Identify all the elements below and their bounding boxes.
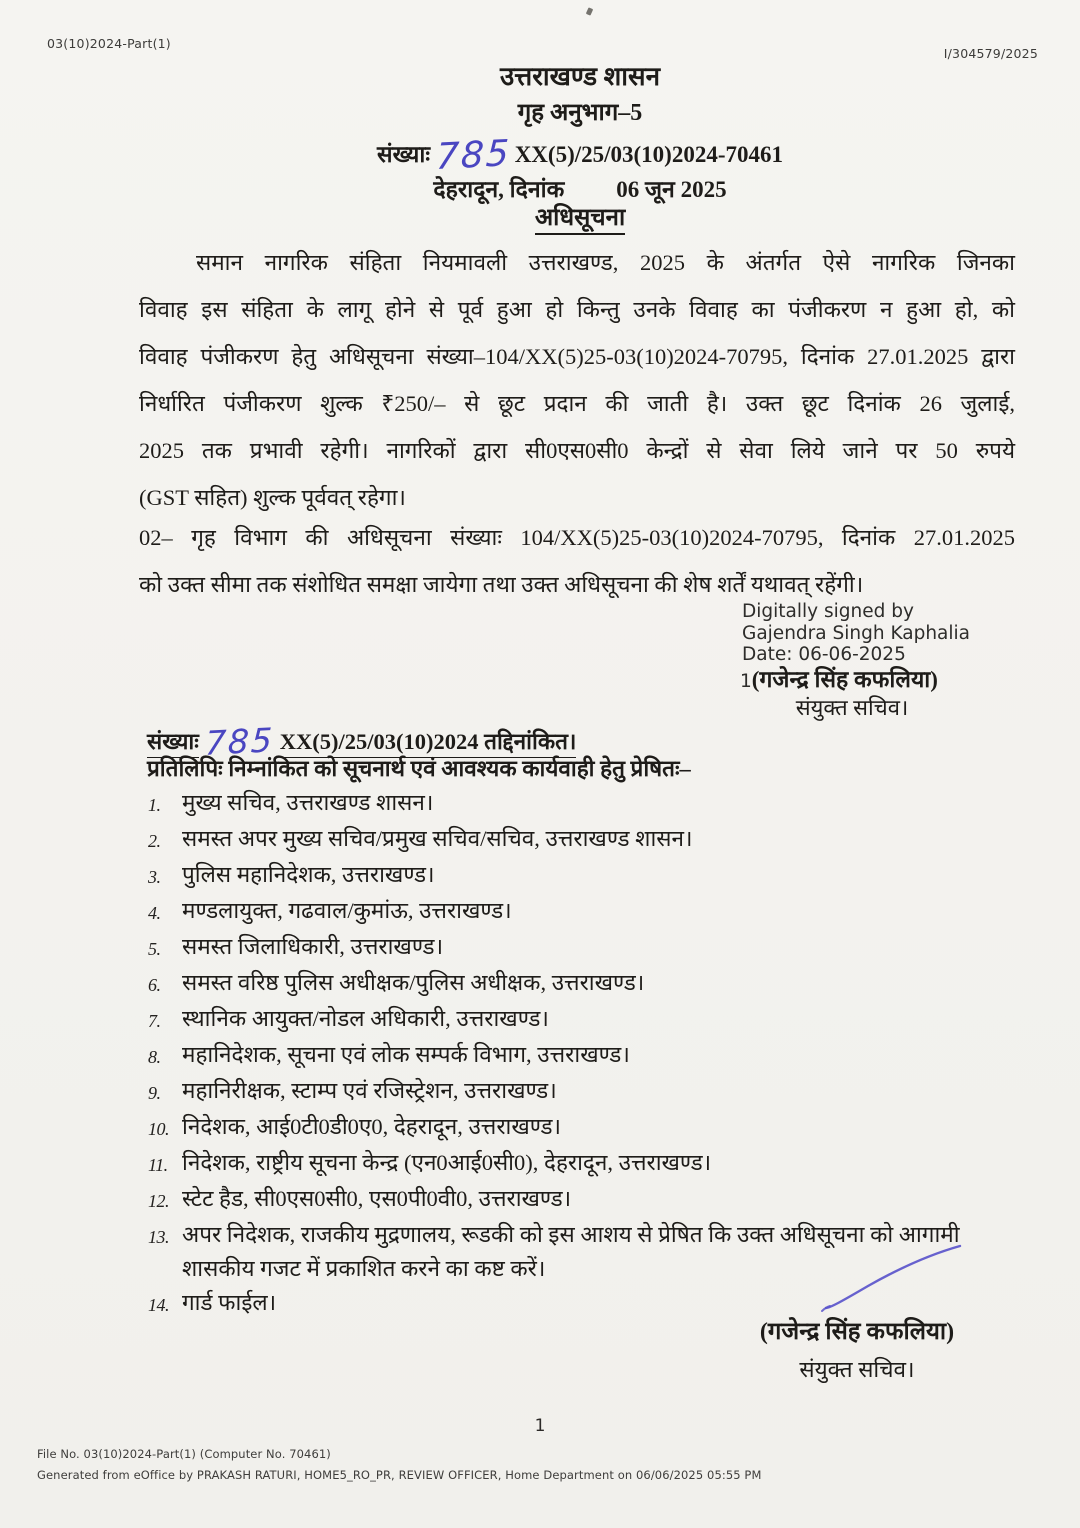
para2-line1: 02– गृह विभाग की अधिसूचना संख्याः 104/XX(5)25-03(10)2024-70795, दिनांक 27.01.2025 — [139, 525, 1015, 550]
signatory-name-bottom: (गजेन्द्र सिंह कफलिया) — [759, 1319, 955, 1345]
para1-line6: (GST सहित) शुल्क पूर्ववत् रहेगा। — [139, 485, 406, 510]
list-item-text: महानिरीक्षक, स्टाम्प एवं रजिस्ट्रेशन, उत्तराखण्ड। — [182, 1078, 557, 1103]
list-item-text: स्टेट हैड, सी0एस0सी0, एस0पी0वी0, उत्तराखण्ड। — [182, 1186, 572, 1211]
government-name: उत्तराखण्ड शासन — [499, 62, 661, 91]
list-item-text: निदेशक, राष्ट्रीय सूचना केन्द्र (एन0आई0सी0), देहरादून, उत्तराखण्ड। — [182, 1150, 712, 1175]
copy-to-line: प्रतिलिपिः निम्नांकित को सूचनार्थ एवं आवश्यक कार्यवाही हेतु प्रेषितः– — [147, 756, 691, 781]
list-item-text: अपर निदेशक, राजकीय मुद्रणालय, रूडकी को इस आशय से प्रेषित कि उक्त अधिसूचना को आगामी शासकीय गजट में प्रकाशित करने का कष्ट करें। — [182, 1222, 960, 1281]
handwritten-number: 785 — [434, 132, 512, 179]
notification-title-wrap — [140, 200, 1020, 233]
para1-line1: समान नागरिक संहिता नियमावली उत्तराखण्ड, 2025 के अंतर्गत ऐसे नागरिक जिनका — [196, 250, 1015, 275]
para1-line5: 2025 तक प्रभावी रहेगी। नागरिकों द्वारा सी0एस0सी0 केन्द्रों से सेवा लिये जाने पर 50 रुपये — [139, 438, 1015, 463]
place-date-line — [140, 178, 1020, 201]
list-item-number: 14. — [148, 1295, 169, 1315]
list-item — [148, 1038, 1020, 1074]
endorsement-number-rest: XX(5)/25/03(10)2024 तद्दिनांकित। — [280, 725, 577, 758]
signatory-name-top: (गजेन्द्र सिंह कफलिया) — [751, 667, 938, 692]
list-item-number: 6. — [148, 975, 161, 995]
list-item — [148, 894, 1020, 930]
list-item — [148, 1182, 1020, 1218]
footer-file-number: File No. 03(10)2024-Part(1) (Computer No. 70461) — [37, 1447, 331, 1461]
date-value: 06 जून 2025 — [616, 177, 727, 202]
list-item — [148, 966, 1020, 1002]
department-section: गृह अनुभाग–5 — [517, 100, 643, 126]
letter-number-line — [140, 132, 1020, 179]
para1-line3: विवाह पंजीकरण हेतु अधिसूचना संख्या–104/XX(5)25-03(10)2024-70795, दिनांक 27.01.2025 द्वारा — [139, 344, 1015, 369]
digsig-line1: Digitally signed by — [742, 601, 914, 622]
list-item-number: 3. — [148, 867, 161, 887]
digsig-line2: Gajendra Singh Kaphalia — [742, 622, 971, 644]
list-item — [148, 822, 1020, 858]
endorsement-handwritten-number: 785 — [203, 720, 275, 763]
number-rest: XX(5)/25/03(10)2024-70461 — [514, 142, 783, 167]
list-item-text: महानिदेशक, सूचना एवं लोक सम्पर्क विभाग, उत्तराखण्ड। — [182, 1042, 630, 1067]
list-item-text: पुलिस महानिदेशक, उत्तराखण्ड। — [182, 862, 435, 887]
endorsement-number-label: संख्याः — [147, 725, 199, 758]
list-item-number: 5. — [148, 939, 161, 959]
list-item-number: 10. — [148, 1119, 169, 1139]
list-item-number: 9. — [148, 1083, 161, 1103]
eoffice-ref-top-right: I/304579/2025 — [943, 46, 1038, 61]
list-item-number: 11. — [148, 1155, 168, 1175]
number-label: संख्याः — [377, 142, 430, 167]
signatory-printed-name-top — [740, 662, 938, 694]
notification-title: अधिसूचना — [535, 205, 625, 235]
list-item-text: मुख्य सचिव, उत्तराखण्ड शासन। — [182, 790, 434, 815]
scan-artifact-speck — [586, 7, 593, 15]
para2-line2: को उक्त सीमा तक संशोधित समक्षा जायेगा तथा उक्त अधिसूचना की शेष शर्तें यथावत् रहेंगी। — [139, 572, 864, 597]
para1-line2: विवाह इस संहिता के लागू होने से पूर्व हुआ हो किन्तु उनके विवाह का पंजीकरण न हुआ हो, को — [139, 297, 1015, 322]
digsig-line3: Date: 06-06-2025 — [742, 644, 906, 665]
list-item-number: 8. — [148, 1047, 161, 1067]
file-ref-top-left: 03(10)2024-Part(1) — [47, 36, 171, 51]
signatory-designation-top: संयुक्त सचिव। — [795, 695, 909, 720]
list-item-text: समस्त वरिष्ठ पुलिस अधीक्षक/पुलिस अधीक्षक, उत्तराखण्ड। — [182, 970, 645, 995]
signatory-designation-bottom: संयुक्त सचिव। — [799, 1357, 915, 1382]
digsig-overlap-digit: 1 — [740, 671, 752, 692]
list-item-number: 13. — [148, 1227, 169, 1247]
notification-paragraph-1 — [139, 246, 1015, 528]
footer-generated-line: Generated from eOffice by PRAKASH RATURI, HOME5_RO_PR, REVIEW OFFICER, Home Department on 06/06/2025 05:55 PM — [37, 1468, 762, 1482]
list-item-text: गार्ड फाईल। — [182, 1290, 277, 1315]
list-item-number: 4. — [148, 903, 161, 923]
handwritten-signature-stroke — [816, 1242, 968, 1314]
list-item-number: 7. — [148, 1011, 161, 1031]
digital-signature-block — [742, 601, 970, 666]
place-label: देहरादून, दिनांक — [433, 177, 565, 202]
list-item-text: समस्त जिलाधिकारी, उत्तराखण्ड। — [182, 934, 444, 959]
list-item — [148, 930, 1020, 966]
list-item-text: स्थानिक आयुक्त/नोडल अधिकारी, उत्तराखण्ड। — [182, 1006, 549, 1031]
list-item — [148, 1074, 1020, 1110]
letterhead — [140, 64, 1020, 201]
list-item-number: 1. — [148, 795, 161, 815]
list-item-text: मण्डलायुक्त, गढवाल/कुमांऊ, उत्तराखण्ड। — [182, 898, 512, 923]
list-item — [148, 1146, 1020, 1182]
list-item-text: समस्त अपर मुख्य सचिव/प्रमुख सचिव/सचिव, उत्तराखण्ड शासन। — [182, 826, 693, 851]
para1-line4: निर्धारित पंजीकरण शुल्क ₹250/– से छूट प्रदान की जाती है। उक्त छूट दिनांक 26 जुलाई, — [139, 391, 1015, 416]
signature-block-bottom — [692, 1314, 1022, 1384]
list-item — [148, 786, 1020, 822]
list-item — [148, 1110, 1020, 1146]
list-item-number: 2. — [148, 831, 161, 851]
list-item-number: 12. — [148, 1191, 169, 1211]
list-item — [148, 858, 1020, 894]
list-item-text: निदेशक, आई0टी0डी0ए0, देहरादून, उत्तराखण्ड। — [182, 1114, 562, 1139]
list-item — [148, 1002, 1020, 1038]
page-number: 1 — [534, 1416, 546, 1436]
